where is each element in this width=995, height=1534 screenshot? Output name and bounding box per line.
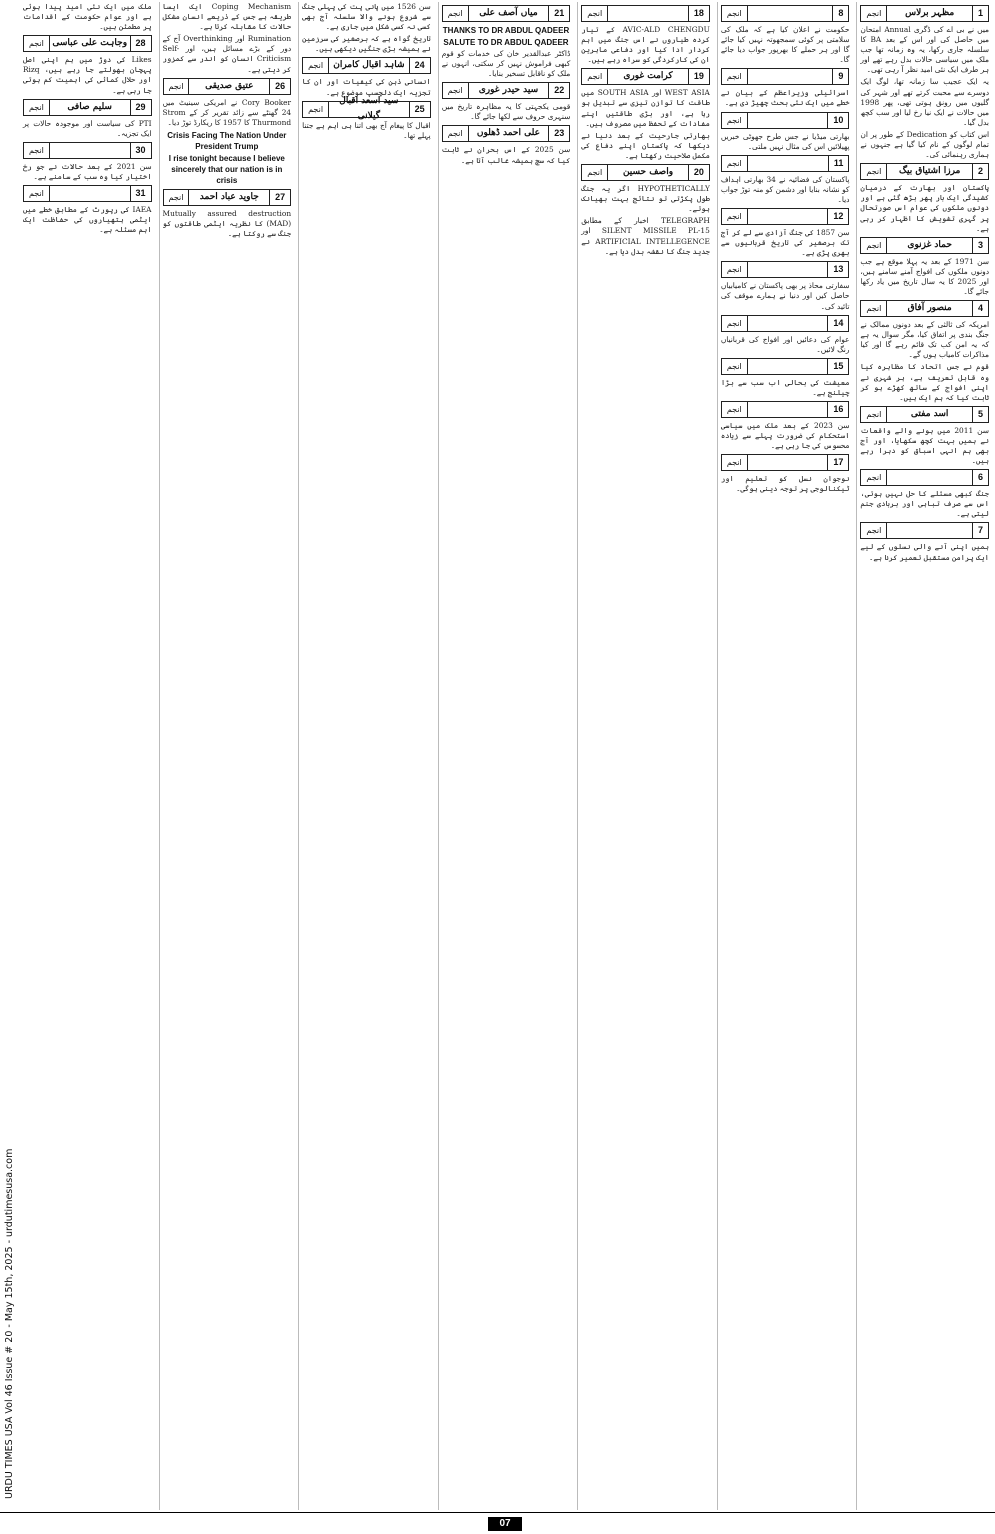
column-header: [302, 96, 431, 122]
columnist-name: حماد غزنوی: [907, 239, 952, 250]
column-header: [442, 5, 571, 22]
page-footer: [0, 1512, 995, 1534]
column-label: انجم: [722, 156, 748, 171]
article: [721, 68, 850, 108]
column-5: [298, 2, 434, 1510]
article: [721, 454, 850, 494]
column-label: انجم: [443, 6, 469, 21]
article-paragraph: Likes کی دوڑ میں ہم اپنی اصل پہچان بھولتے جا رہے ہیں، Rizq اور حلال کمائی کی اہمیت کم ہوتی جا رہی ہے۔: [22, 55, 152, 95]
column-6: [159, 2, 295, 1510]
column-label: انجم: [303, 58, 329, 73]
column-label: انجم: [582, 69, 608, 84]
column-label: انجم: [722, 69, 748, 84]
column-label: انجم: [24, 143, 50, 158]
column-number: 31: [130, 186, 151, 201]
article: [442, 5, 571, 79]
newspaper-columns: [20, 2, 992, 1510]
article-paragraph: سن 1526 میں پانی پت کی پہلی جنگ سے شروع ہونے والا سلسلہ آج بھی کسی نہ کسی شکل میں جاری ہے۔: [302, 2, 431, 32]
article-paragraph: امریکہ کی ثالثی کے بعد دونوں ممالک نے جنگ بندی پر اتفاق کیا، مگر سوال یہ ہے کہ یہ امن کب تک قائم رہے گا اور کیا مذاکرات کامیاب ہوں گے۔: [860, 320, 989, 360]
column-label: انجم: [722, 209, 748, 224]
article-paragraph: بھارتی میڈیا نے جس طرح جھوٹی خبریں پھیلائیں اس کی مثال نہیں ملتی۔: [720, 131, 850, 151]
column-label: انجم: [722, 6, 748, 21]
article-paragraph: TELEGRAPH اخبار کے مطابق SILENT MISSILE PL-15 اور ARTIFICIAL INTELLEGENCE نے جدید جنگ کا نقشہ بدل دیا ہے۔: [581, 216, 710, 256]
article: [302, 2, 431, 54]
column-number: 18: [688, 6, 709, 21]
column-number: 13: [827, 262, 848, 277]
article-paragraph: ڈاکٹر عبدالقدیر خان کی خدمات کو قوم کبھی فراموش نہیں کر سکتی، انہوں نے ملک کو ناقابل تسخیر بنایا۔: [441, 49, 571, 79]
article-paragraph: I rise tonight because I believe sincerely that our nation is in crisis: [168, 153, 285, 185]
column-label: انجم: [722, 262, 748, 277]
column-number: 25: [409, 102, 430, 117]
column-number: 8: [832, 6, 848, 21]
column-number: 19: [688, 69, 709, 84]
column-label: انجم: [164, 190, 190, 205]
article-paragraph: ہمیں اپنی آنے والی نسلوں کے لیے ایک پرامن مستقبل تعمیر کرنا ہے۔: [860, 542, 989, 562]
column-2: [717, 2, 853, 1510]
column-label: انجم: [722, 316, 748, 331]
column-number: 21: [548, 6, 569, 21]
article-paragraph: PTI کی سیاست اور موجودہ حالات پر ایک تجزیہ۔: [22, 118, 152, 138]
article: [860, 522, 989, 562]
column-number: 10: [827, 113, 848, 128]
column-label: انجم: [582, 6, 608, 21]
columnist-name: وجاہت علی عباسی: [52, 38, 128, 49]
columnist-name: مظہر برلاس: [905, 8, 955, 18]
article-paragraph: WEST ASIA اور SOUTH ASIA میں طاقت کا توازن تیزی سے تبدیل ہو رہا ہے، اور بڑی طاقتیں اپنے مفادات کے تحفظ میں مصروف ہیں۔: [581, 88, 710, 128]
article: [721, 112, 850, 152]
column-label: انجم: [722, 455, 748, 470]
article-paragraph: اقبال کا پیغام آج بھی اتنا ہی اہم ہے جتنا پہلے تھا۔: [302, 120, 431, 140]
article: [721, 155, 850, 205]
column-1: [856, 2, 992, 1510]
article-paragraph: ملک میں ایک نئی امید پیدا ہوئی ہے اور عوام حکومت کے اقدامات پر مطمئن ہیں۔: [22, 2, 152, 32]
columnist-name: جاوید عباد احمد: [199, 191, 259, 202]
column-number: 23: [548, 126, 569, 141]
columnist-name: شاہد اقبال کامران: [333, 60, 405, 71]
column-label: انجم: [861, 164, 887, 179]
column-number: 17: [827, 455, 848, 470]
article: [302, 96, 431, 141]
article-paragraph: Cory Booker نے امریکی سینیٹ میں 24 گھنٹے سے زائد تقریر کر کے Strom Thurmond کا 1957 کا ریکارڈ توڑ دیا۔: [162, 97, 292, 127]
article-paragraph: معیشت کی بحالی اب سب سے بڑا چیلنج ہے۔: [720, 377, 850, 397]
column-number: 28: [130, 36, 151, 51]
article: [163, 78, 292, 186]
article: [302, 57, 431, 97]
column-number: 27: [269, 190, 290, 205]
column-number: 14: [827, 316, 848, 331]
columnist-name: واصف حسین: [622, 167, 674, 178]
column-header: [860, 163, 989, 180]
column-header: [721, 208, 850, 225]
column-number: 26: [269, 79, 290, 94]
article-paragraph: Mutually assured destruction (MAD) کا نظریہ ایٹمی طاقتوں کو جنگ سے روکتا ہے۔: [162, 208, 292, 239]
article-paragraph: سن 1857 کی جنگ آزادی سے لے کر آج تک برصغیر کی تاریخ قربانیوں سے بھری پڑی ہے۔: [720, 228, 850, 258]
article-paragraph: سن 2011 میں ہونے والے واقعات نے ہمیں بہت کچھ سکھایا، اور آج بھی ہم انہی اسباق کو دہرا رہے ہیں۔: [860, 425, 989, 466]
column-label: انجم: [722, 113, 748, 128]
article: [442, 82, 571, 122]
column-header: [721, 358, 850, 375]
column-number: 15: [827, 359, 848, 374]
column-label: انجم: [24, 186, 50, 201]
article: [721, 5, 850, 65]
article: [721, 261, 850, 311]
column-number: 7: [972, 523, 988, 538]
article-paragraph: قوم نے جس اتحاد کا مظاہرہ کیا وہ قابل تعریف ہے، ہر شہری نے اپنی افواج کے ساتھ کھڑے ہو کر ثابت کیا کہ ہم ایک ہیں۔: [860, 362, 989, 402]
column-4: [438, 2, 574, 1510]
article-paragraph: عوام کی دعائیں اور افواج کی قربانیاں رنگ لائیں۔: [720, 334, 850, 354]
column-number: 4: [972, 301, 988, 316]
column-7: [20, 2, 155, 1510]
article-paragraph: تاریخ گواہ ہے کہ برصغیر کی سرزمین نے ہمیشہ بڑی جنگیں دیکھی ہیں۔: [302, 34, 431, 54]
article-paragraph: HYPOTHETICALLY اگر یہ جنگ طول پکڑتی تو نتائج بہت بھیانک ہوتے۔: [581, 184, 710, 214]
column-number: 2: [972, 164, 988, 179]
column-number: 5: [972, 407, 988, 422]
column-label: انجم: [722, 402, 748, 417]
column-header: [163, 189, 292, 206]
masthead-sidebar: [0, 0, 18, 1512]
column-header: [721, 454, 850, 471]
issue-info: URDU TIMES USA Vol 46 Issue # 20 - May 15th, 2025 - urdutimesusa.com: [4, 1148, 15, 1499]
article-paragraph: سفارتی محاذ پر بھی پاکستان نے کامیابیاں حاصل کیں اور دنیا نے ہمارے موقف کی تائید کی۔: [720, 281, 850, 311]
article: [860, 5, 989, 160]
article-paragraph: حکومت نے اعلان کیا ہے کہ ملک کی سلامتی پر کوئی سمجھوتہ نہیں کیا جائے گا اور ہر حملے کا بھرپور جواب دیا جائے گا۔: [720, 25, 850, 65]
article-paragraph: سن 2023 کے بعد ملک میں سیاسی استحکام کی ضرورت پہلے سے زیادہ محسوس کی جا رہی ہے۔: [720, 420, 850, 451]
article-paragraph: Crisis Facing The Nation Under President Trump: [167, 130, 287, 151]
article-paragraph: میں نے بی اے کی ڈگری Annual امتحان میں حاصل کی اور اس کے بعد BA کا سلسلہ جاری رکھا، یہ وہ زمانہ تھا جب ملک میں سیاسی حالات بدل رہے تھے اور ہر طرف ایک نئی امید نظر آ رہی تھی۔: [860, 25, 990, 75]
column-number: 1: [972, 6, 988, 21]
article-paragraph: Coping Mechanism ایک ایسا طریقہ ہے جس کے ذریعے انسان مشکل حالات کا مقابلہ کرتا ہے۔: [162, 2, 292, 32]
column-number: 9: [832, 69, 848, 84]
article: [860, 469, 989, 519]
column-number: 29: [130, 100, 151, 115]
article: [23, 2, 152, 32]
column-label: انجم: [861, 523, 887, 538]
column-header: [581, 164, 710, 181]
column-label: انجم: [303, 102, 329, 117]
column-header: [721, 315, 850, 332]
column-label: انجم: [443, 126, 469, 141]
columnist-name: اسد مفتی: [910, 408, 949, 419]
column-header: [860, 522, 989, 539]
column-header: [163, 78, 292, 95]
column-number: 30: [130, 143, 151, 158]
article-paragraph: اس کتاب کو Dedication کے طور پر ان تمام لوگوں کے نام کیا گیا ہے جنہوں نے ہماری رہنمائی کی۔: [860, 129, 989, 160]
article: [581, 5, 710, 65]
column-label: انجم: [861, 301, 887, 316]
article-paragraph: Rumination اور Overthinking آج کے دور کے بڑے مسائل ہیں، اور Self-Criticism انسان کو اندر سے کمزور کر دیتی ہے۔: [162, 34, 292, 74]
column-header: [721, 401, 850, 418]
article-paragraph: جنگ کبھی مسئلے کا حل نہیں ہوتی، اس سے صرف تباہی اور بربادی جنم لیتی ہے۔: [860, 489, 989, 519]
column-header: [23, 142, 152, 159]
column-label: انجم: [722, 359, 748, 374]
column-label: انجم: [861, 238, 887, 253]
column-label: انجم: [582, 165, 608, 180]
column-header: [860, 406, 989, 423]
columnist-name: میاں آصف علی: [479, 8, 538, 18]
column-header: [860, 5, 989, 22]
column-header: [721, 5, 850, 22]
article-paragraph: نوجوان نسل کو تعلیم اور ٹیکنالوجی پر توجہ دینی ہوگی۔: [720, 474, 850, 494]
article: [721, 358, 850, 398]
column-header: [860, 237, 989, 254]
column-header: [860, 300, 989, 317]
article: [721, 208, 850, 258]
article: [23, 35, 152, 95]
column-label: انجم: [861, 470, 887, 485]
page-number: 07: [488, 1517, 522, 1531]
article-paragraph: سن 2025 کے اس بحران نے ثابت کیا کہ سچ ہمیشہ غالب آتا ہے۔: [441, 145, 571, 165]
columnist-name: سید حیدر غوری: [478, 85, 539, 96]
column-header: [860, 469, 989, 486]
article: [23, 142, 152, 182]
article-paragraph: پاکستان کی فضائیہ نے 34 بھارتی اہداف کو نشانہ بنایا اور دشمن کو منہ توڑ جواب دیا۔: [720, 174, 850, 204]
column-3: [577, 2, 713, 1510]
column-number: 24: [409, 58, 430, 73]
column-header: [721, 68, 850, 85]
article: [860, 163, 989, 233]
article: [860, 237, 989, 297]
column-header: [721, 112, 850, 129]
article-paragraph: قومی یکجہتی کا یہ مظاہرہ تاریخ میں سنہری حروف سے لکھا جائے گا۔: [441, 102, 571, 122]
article-paragraph: بھارتی جارحیت کے بعد دنیا نے دیکھا کہ پاکستان اپنے دفاع کی مکمل صلاحیت رکھتا ہے۔: [581, 130, 710, 160]
article: [860, 406, 989, 466]
article-paragraph: سن 2021 کے بعد حالات نے جو رخ اختیار کیا وہ سب کے سامنے ہے۔: [22, 161, 152, 181]
column-header: [581, 5, 710, 22]
column-label: انجم: [861, 6, 887, 21]
column-label: انجم: [24, 100, 50, 115]
column-header: [721, 155, 850, 172]
column-number: 11: [828, 156, 849, 171]
column-number: 20: [688, 165, 709, 180]
column-label: انجم: [861, 407, 887, 422]
article: [581, 68, 710, 161]
columnist-name: عتیق صدیقی: [205, 80, 254, 91]
article-paragraph: سن 1971 کے بعد یہ پہلا موقع ہے جب دونوں ملکوں کی افواج آمنے سامنے ہیں، اور 2025 کا یہ سال تاریخ میں یاد رکھا جائے گا۔: [860, 256, 989, 296]
article-paragraph: اسرائیلی وزیراعظم کے بیان نے خطے میں ایک نئی بحث چھیڑ دی ہے۔: [720, 88, 850, 108]
article: [860, 300, 989, 403]
article: [23, 99, 152, 139]
column-header: [442, 82, 571, 99]
column-header: [581, 68, 710, 85]
article: [163, 2, 292, 75]
column-header: [23, 185, 152, 202]
columnist-name: منصور آفاق: [907, 303, 952, 314]
article-paragraph: پاکستان اور بھارت کے درمیان کشیدگی ایک بار پھر بڑھ گئی ہے اور دونوں ملکوں کی عوام اس صورتحال پر گہری تشویش کا اظہار کر رہی ہے۔: [860, 183, 989, 233]
article: [23, 185, 152, 235]
article-paragraph: یہ ایک عجیب سا زمانہ تھا، لوگ ایک دوسرے سے محبت کرتے تھے اور شہر کی گلیوں میں رونق ہوتی تھی، پھر 1998 میں حالات نے ایک نیا رخ لیا اور سب کچھ بدل گیا۔: [860, 77, 989, 127]
article: [581, 164, 710, 257]
column-number: 16: [827, 402, 848, 417]
column-number: 3: [972, 238, 988, 253]
column-header: [302, 57, 431, 74]
column-label: انجم: [443, 83, 469, 98]
article-paragraph: THANKS TO DR ABDUL QADEER: [442, 26, 570, 35]
column-header: [23, 99, 152, 116]
article: [442, 125, 571, 165]
column-number: 22: [548, 83, 569, 98]
article-paragraph: IAEA کی رپورٹ کے مطابق خطے میں ایٹمی ہتھیاروں کی حفاظت ایک اہم مسئلہ ہے۔: [22, 205, 152, 235]
article-paragraph: AVIC-ALD CHENGDU کے تیار کردہ طیاروں نے اس جنگ میں اہم کردار ادا کیا اور دفاعی ماہرین ان کی کارکردگی کو سراہ رہے ہیں۔: [581, 25, 710, 65]
column-header: [442, 125, 571, 142]
column-number: 12: [827, 209, 848, 224]
column-header: [23, 35, 152, 52]
columnist-name: سلیم صافی: [67, 101, 112, 112]
article: [163, 189, 292, 239]
article: [721, 315, 850, 355]
column-label: انجم: [164, 79, 190, 94]
columnist-name: کرامت غوری: [623, 71, 673, 82]
article-paragraph: انسانی ذہن کی کیفیات اور ان کا تجزیہ ایک دلچسپ موضوع ہے۔: [302, 77, 431, 97]
column-number: 6: [972, 470, 988, 485]
columnist-name: علی احمد ڈھلوں: [476, 128, 540, 139]
article: [721, 401, 850, 451]
column-header: [721, 261, 850, 278]
columnist-name: مرزا اشتیاق بیگ: [898, 166, 961, 177]
article-paragraph: SALUTE TO DR ABDUL QADEER: [443, 38, 569, 47]
columnist-name: سید اسعد اقبال گیلانی: [339, 96, 399, 122]
column-label: انجم: [24, 36, 50, 51]
